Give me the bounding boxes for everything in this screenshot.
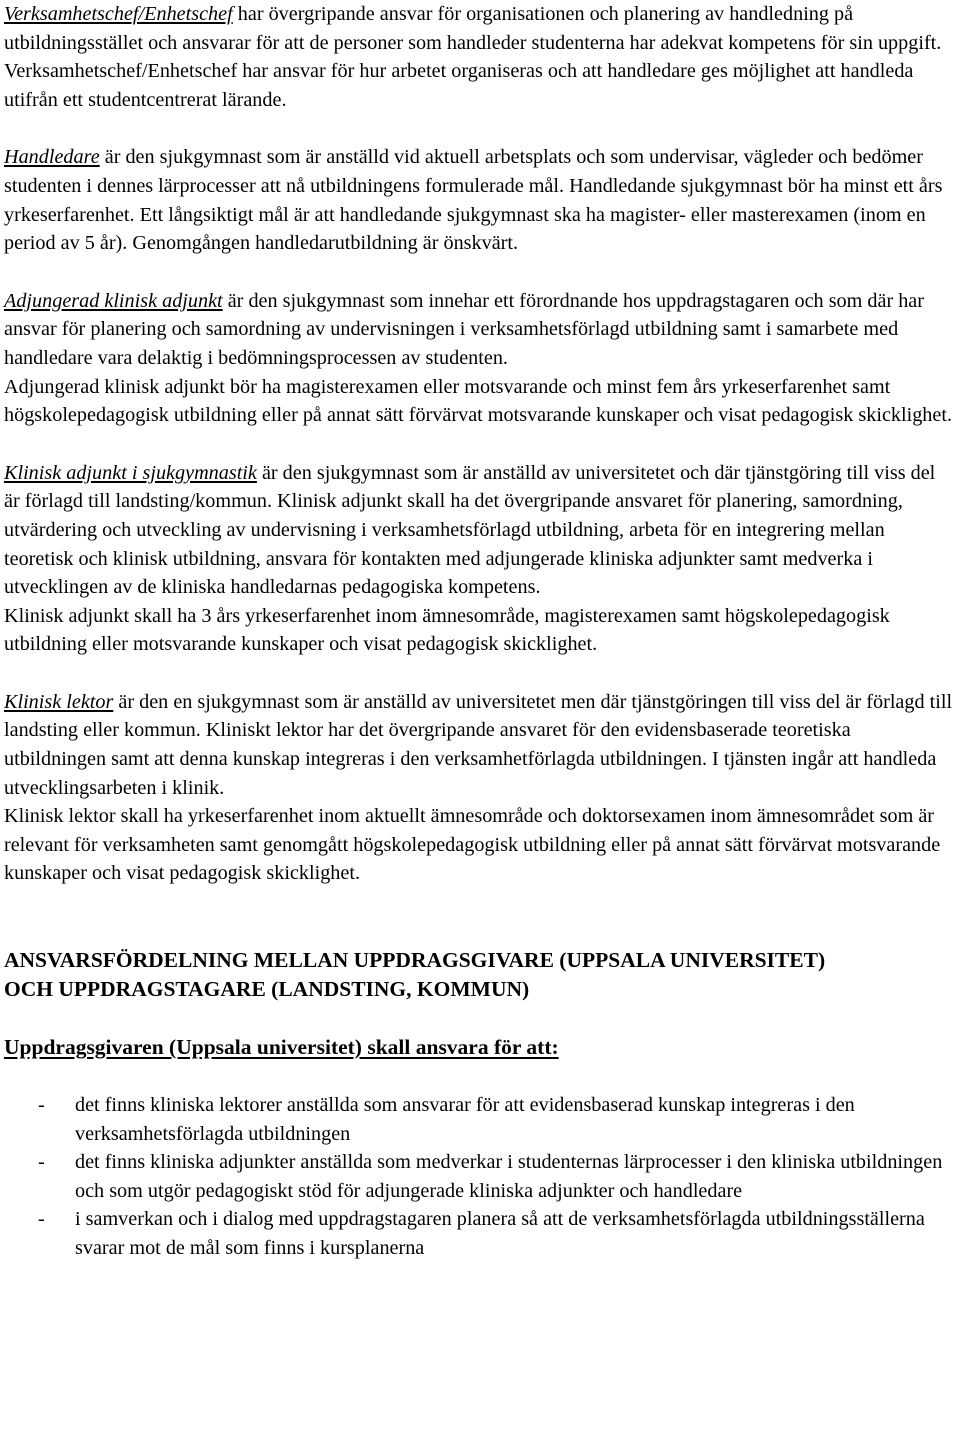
paragraph-text: är den sjukgymnast som är anställd vid aktuell arbetsplats och som undervisar, vägleder och bedömer studenten i dennes lärprocesser att nå utbildningens formulerade mål. Handledande sjukgymnast bör ha minst ett års yrkeserfarenhet. Ett långsiktigt mål är att handledande sjukgymnast ska ha magister- eller masterexamen (inom en period av 5 år). Genomgången handledarutbildning är önskvärt. bbox=[4, 146, 943, 255]
paragraph-klinisk-lektor bbox=[4, 688, 954, 888]
list-item bbox=[4, 1205, 954, 1262]
section-subheading: Uppdragsgivaren (Uppsala universitet) skall ansvara för att: bbox=[4, 1035, 559, 1060]
paragraph-adjungerad-adjunkt bbox=[4, 287, 954, 430]
paragraph-text: är den en sjukgymnast som är anställd av universitetet men där tjänstgöringen till viss del är förlagd till landsting eller kommun. Kliniskt lektor har det övergripande ansvaret för den evidensbaserade teoretiska utbildningen samt att denna kunskap integreras i den verksamhetförlagda utbildningen. I tjänsten ingår att handleda utvecklingsarbeten i klinik. bbox=[4, 690, 953, 799]
document-page bbox=[4, 0, 954, 1263]
paragraph-text: är den sjukgymnast som är anställd av universitetet och där tjänstgöring till viss del är förlagd till landsting/kommun. Klinisk adjunkt skall ha det övergripande ansvaret för planering, samordning, utvärdering och utveckling av undervisning i verksamhetsförlagd utbildning, arbeta för en integrering mellan teoretisk och klinisk utbildning, ansvara för kontakten med adjungerade kliniska adjunkter samt medverka i utvecklingen av de kliniska handledarnas pedagogiska kompetens. bbox=[4, 461, 936, 599]
paragraph-text: Klinisk lektor skall ha yrkeserfarenhet inom aktuellt ämnesområde och doktorsexamen inom ämnesområdet som är relevant för verksamheten samt genomgått högskolepedagogisk utbildning eller på annat sätt förvärvat motsvarande kunskaper och visat pedagogisk skicklighet. bbox=[4, 805, 941, 885]
list-item-text: det finns kliniska adjunkter anställda som medverkar i studenternas lärprocesser i den kliniska utbildningen och som utgör pedagogiskt stöd för adjungerade kliniska adjunkter och handledare bbox=[75, 1151, 943, 1202]
list-item-text: i samverkan och i dialog med uppdragstagaren planera så att de verksamhetsförlagda utbildningsställerna svarar mot de mål som finns i kursplanerna bbox=[75, 1208, 925, 1259]
term-adjungerad-adjunkt: Adjungerad klinisk adjunkt bbox=[4, 289, 223, 312]
term-klinisk-adjunkt: Klinisk adjunkt i sjukgymnastik bbox=[4, 461, 257, 484]
list-item bbox=[4, 1148, 954, 1205]
responsibility-list bbox=[4, 1091, 954, 1263]
paragraph-text: Verksamhetschef/Enhetschef har ansvar för hur arbetet organiseras och att handledare ges möjlighet att handleda utifrån ett studentcentrerat lärande. bbox=[4, 60, 914, 111]
dash-bullet: - bbox=[38, 1208, 45, 1231]
paragraph-spacer bbox=[4, 430, 954, 459]
paragraph-text: Adjungerad klinisk adjunkt bör ha magisterexamen eller motsvarande och minst fem års yrkeserfarenhet samt högskolepedagogisk utbildning eller på annat sätt förvärvat motsvarande kunskaper och visat pedagogisk skicklighet. bbox=[4, 375, 953, 427]
list-item bbox=[4, 1091, 954, 1148]
list-item-text: det finns kliniska lektorer anställda som ansvarar för att evidensbaserad kunskap integreras i den verksamhetsförlagda utbildningen bbox=[75, 1094, 855, 1145]
section-heading-line: OCH UPPDRAGSTAGARE (LANDSTING, KOMMUN) bbox=[4, 977, 530, 1002]
section-spacer bbox=[4, 1004, 954, 1033]
paragraph-verksamhetschef bbox=[4, 0, 954, 114]
paragraph-spacer bbox=[4, 659, 954, 688]
section-spacer bbox=[4, 888, 954, 946]
paragraph-spacer bbox=[4, 114, 954, 143]
paragraph-spacer bbox=[4, 258, 954, 287]
paragraph-handledare bbox=[4, 143, 954, 257]
section-spacer bbox=[4, 1062, 954, 1091]
paragraph-klinisk-adjunkt bbox=[4, 459, 954, 659]
paragraph-text: Klinisk adjunkt skall ha 3 års yrkeserfarenhet inom ämnesområde, magisterexamen samt högskolepedagogisk utbildning eller motsvarande kunskaper och visat pedagogisk skicklighet. bbox=[4, 604, 890, 656]
term-handledare: Handledare bbox=[4, 146, 100, 169]
dash-bullet: - bbox=[38, 1151, 45, 1174]
paragraph-text: är den sjukgymnast som innehar ett förordnande hos uppdragstagaren och som där har ansvar för planering och samordning av undervisningen i verksamhetsförlagd utbildning samt i samarbete med handledare vara delaktig i bedömningsprocessen av studenten. bbox=[4, 289, 924, 369]
term-klinisk-lektor: Klinisk lektor bbox=[4, 690, 114, 713]
dash-bullet: - bbox=[38, 1094, 45, 1117]
section-heading-line: ANSVARSFÖRDELNING MELLAN UPPDRAGSGIVARE (UPPSALA UNIVERSITET) bbox=[4, 948, 826, 973]
section-heading bbox=[4, 946, 954, 1004]
paragraph-text: har övergripande ansvar för organisationen och planering av handledning på utbildningsstället och ansvarar för att de personer som handleder studenterna har adekvat kompetens för sin uppgift. bbox=[4, 3, 942, 54]
term-verksamhetschef: Verksamhetschef/Enhetschef bbox=[4, 3, 233, 25]
